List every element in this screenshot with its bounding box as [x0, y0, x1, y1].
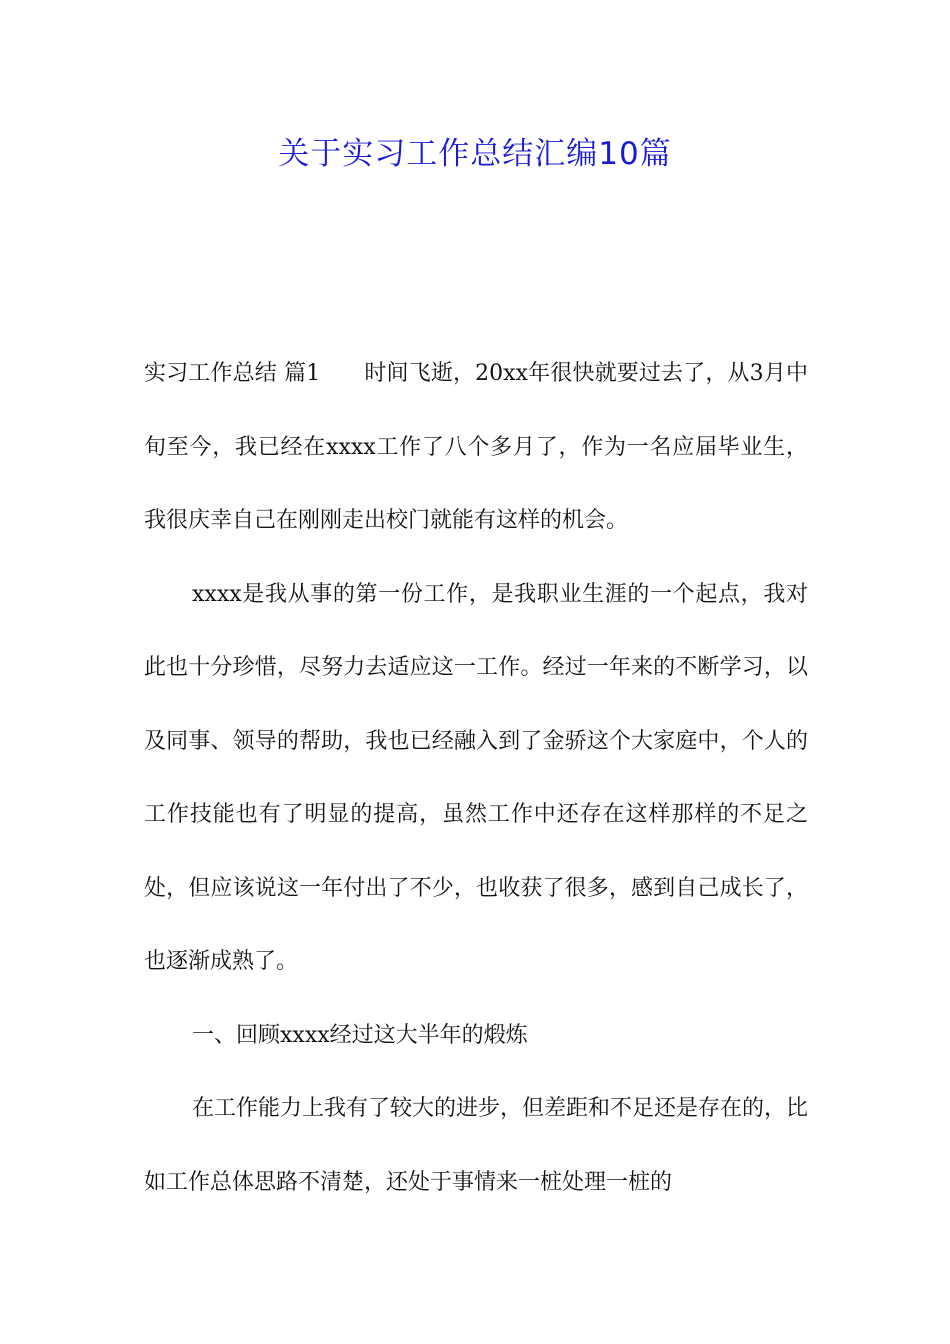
section-label: 实习工作总结 篇1	[144, 361, 321, 386]
section-heading-review: 一、回顾xxxx经过这大半年的煅炼	[192, 1022, 528, 1048]
paragraph-3: 在工作能力上我有了较大的进步，但差距和不足还是存在的，比如工作总体思路不清楚，还处于事情来一桩处理一桩的	[144, 1096, 809, 1195]
document-title: 关于实习工作总结汇编10篇	[278, 136, 672, 172]
paragraph-1-text: 时间飞逝，20xx年很快就要过去了，从3月中旬至今，我已经在xxxx工作了八个多月了，作为一名应届毕业生，我很庆幸自己在刚刚走出校门就能有这样的机会。	[144, 361, 808, 533]
paragraph-1	[144, 337, 808, 558]
document-body	[144, 337, 808, 1219]
paragraph-2: xxxx是我从事的第一份工作，是我职业生涯的一个起点，我对此也十分珍惜，尽努力去适应这一工作。经过一年来的不断学习，以及同事、领导的帮助，我也已经融入到了金骄这个大家庭中，个人的工作技能也有了明显的提高，虽然工作中还存在这样那样的不足之处，但应该说这一年付出了不少，也收获了很多，感到自己成长了，也逐渐成熟了。	[144, 581, 808, 974]
